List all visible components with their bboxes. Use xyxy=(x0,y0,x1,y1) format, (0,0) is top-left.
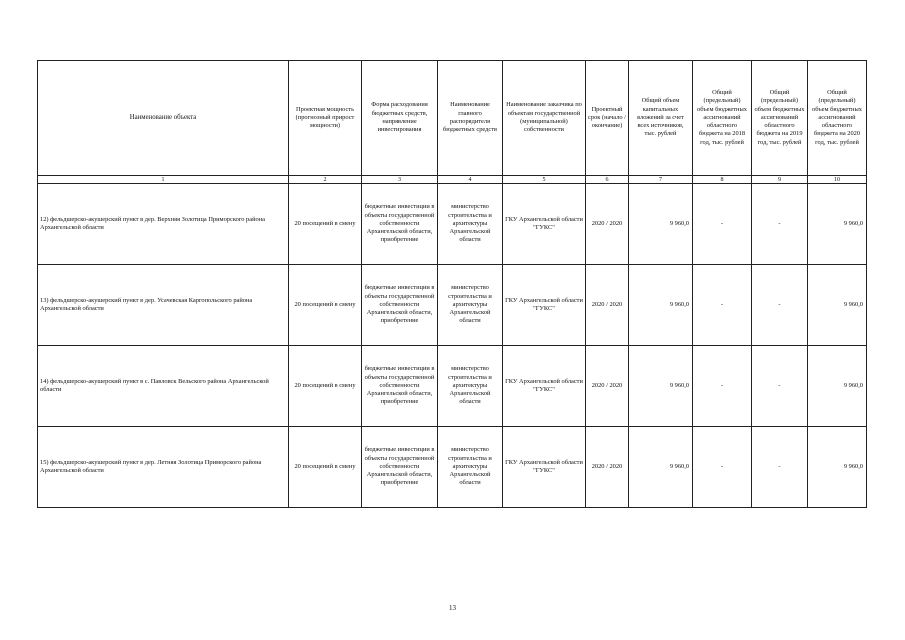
object-name-cell: 14) фельдшерско-акушерский пункт в с. Павловск Вельского района Архангельской области xyxy=(38,346,289,427)
spending-form-cell: бюджетные инвестиции в объекты государственной собственности Архангельской области, приобретение xyxy=(362,184,438,265)
customer-cell: ГКУ Архангельской области "ГУКС" xyxy=(503,427,586,508)
column-number: 10 xyxy=(808,176,867,184)
investment-table xyxy=(37,60,867,508)
table-row xyxy=(38,184,867,265)
budget-2019-cell: - xyxy=(752,265,808,346)
budget-2020-cell: 9 960,0 xyxy=(808,427,867,508)
table-row xyxy=(38,427,867,508)
object-name-cell: 12) фельдшерско-акушерский пункт в дер. Верхняя Золотица Приморского района Архангельской области xyxy=(38,184,289,265)
budget-2020-cell: 9 960,0 xyxy=(808,265,867,346)
total-investment-cell: 9 960,0 xyxy=(629,265,693,346)
budget-2019-cell: - xyxy=(752,184,808,265)
column-number: 4 xyxy=(438,176,503,184)
budget-2018-cell: - xyxy=(693,346,752,427)
customer-cell: ГКУ Архангельской области "ГУКС" xyxy=(503,184,586,265)
page-number: 13 xyxy=(449,604,456,612)
column-number: 2 xyxy=(289,176,362,184)
header-term: Проектный срок (начало / окончание) xyxy=(586,61,629,176)
customer-cell: ГКУ Архангельской области "ГУКС" xyxy=(503,265,586,346)
term-cell: 2020 / 2020 xyxy=(586,346,629,427)
term-cell: 2020 / 2020 xyxy=(586,265,629,346)
total-investment-cell: 9 960,0 xyxy=(629,184,693,265)
header-budget-2019: Общий (предельный) объем бюджетных ассигнований областного бюджета на 2019 год, тыс. рублей xyxy=(752,61,808,176)
spending-form-cell: бюджетные инвестиции в объекты государственной собственности Архангельской области, приобретение xyxy=(362,346,438,427)
customer-cell: ГКУ Архангельской области "ГУКС" xyxy=(503,346,586,427)
column-number: 9 xyxy=(752,176,808,184)
budget-manager-cell: министерство строительства и архитектуры Архангельской области xyxy=(438,346,503,427)
column-number: 5 xyxy=(503,176,586,184)
budget-2018-cell: - xyxy=(693,265,752,346)
budget-2019-cell: - xyxy=(752,346,808,427)
table-row xyxy=(38,265,867,346)
header-budget-manager: Наименование главного распорядителя бюджетных средств xyxy=(438,61,503,176)
budget-manager-cell: министерство строительства и архитектуры Архангельской области xyxy=(438,427,503,508)
table-row xyxy=(38,346,867,427)
budget-2020-cell: 9 960,0 xyxy=(808,184,867,265)
column-number: 8 xyxy=(693,176,752,184)
header-row xyxy=(38,61,867,176)
budget-manager-cell: министерство строительства и архитектуры Архангельской области xyxy=(438,265,503,346)
header-budget-2018: Общий (предельный) объем бюджетных ассигнований областного бюджета на 2018 год, тыс. рублей xyxy=(693,61,752,176)
header-object-name: Наименование объекта xyxy=(38,61,289,176)
term-cell: 2020 / 2020 xyxy=(586,184,629,265)
capacity-cell: 20 посещений в смену xyxy=(289,427,362,508)
total-investment-cell: 9 960,0 xyxy=(629,427,693,508)
spending-form-cell: бюджетные инвестиции в объекты государственной собственности Архангельской области, приобретение xyxy=(362,427,438,508)
budget-manager-cell: министерство строительства и архитектуры Архангельской области xyxy=(438,184,503,265)
budget-2020-cell: 9 960,0 xyxy=(808,346,867,427)
column-number: 7 xyxy=(629,176,693,184)
header-customer: Наименование заказчика по объектам государственной (муниципальной) собственности xyxy=(503,61,586,176)
header-total-investment: Общий объем капитальных вложений за счет всех источников, тыс. рублей xyxy=(629,61,693,176)
object-name-cell: 13) фельдшерско-акушерский пункт в дер. Усачевская Каргопольского района Архангельской области xyxy=(38,265,289,346)
budget-2018-cell: - xyxy=(693,427,752,508)
column-number: 1 xyxy=(38,176,289,184)
column-number: 3 xyxy=(362,176,438,184)
term-cell: 2020 / 2020 xyxy=(586,427,629,508)
capacity-cell: 20 посещений в смену xyxy=(289,265,362,346)
capacity-cell: 20 посещений в смену xyxy=(289,346,362,427)
column-number-row xyxy=(38,176,867,184)
header-spending-form: Форма расходования бюджетных средств, напрявление инвестирования xyxy=(362,61,438,176)
spending-form-cell: бюджетные инвестиции в объекты государственной собственности Архангельской области, приобретение xyxy=(362,265,438,346)
column-number: 6 xyxy=(586,176,629,184)
capacity-cell: 20 посещений в смену xyxy=(289,184,362,265)
header-capacity: Проектная мощность (прогнозный прирост мощности) xyxy=(289,61,362,176)
total-investment-cell: 9 960,0 xyxy=(629,346,693,427)
header-budget-2020: Общий (предельный) объем бюджетных ассигнований областного бюджета на 2020 год, тыс. рублей xyxy=(808,61,867,176)
budget-2019-cell: - xyxy=(752,427,808,508)
budget-2018-cell: - xyxy=(693,184,752,265)
object-name-cell: 15) фельдшерско-акушерский пункт в дер. Летняя Золотица Приморского района Архангельской области xyxy=(38,427,289,508)
